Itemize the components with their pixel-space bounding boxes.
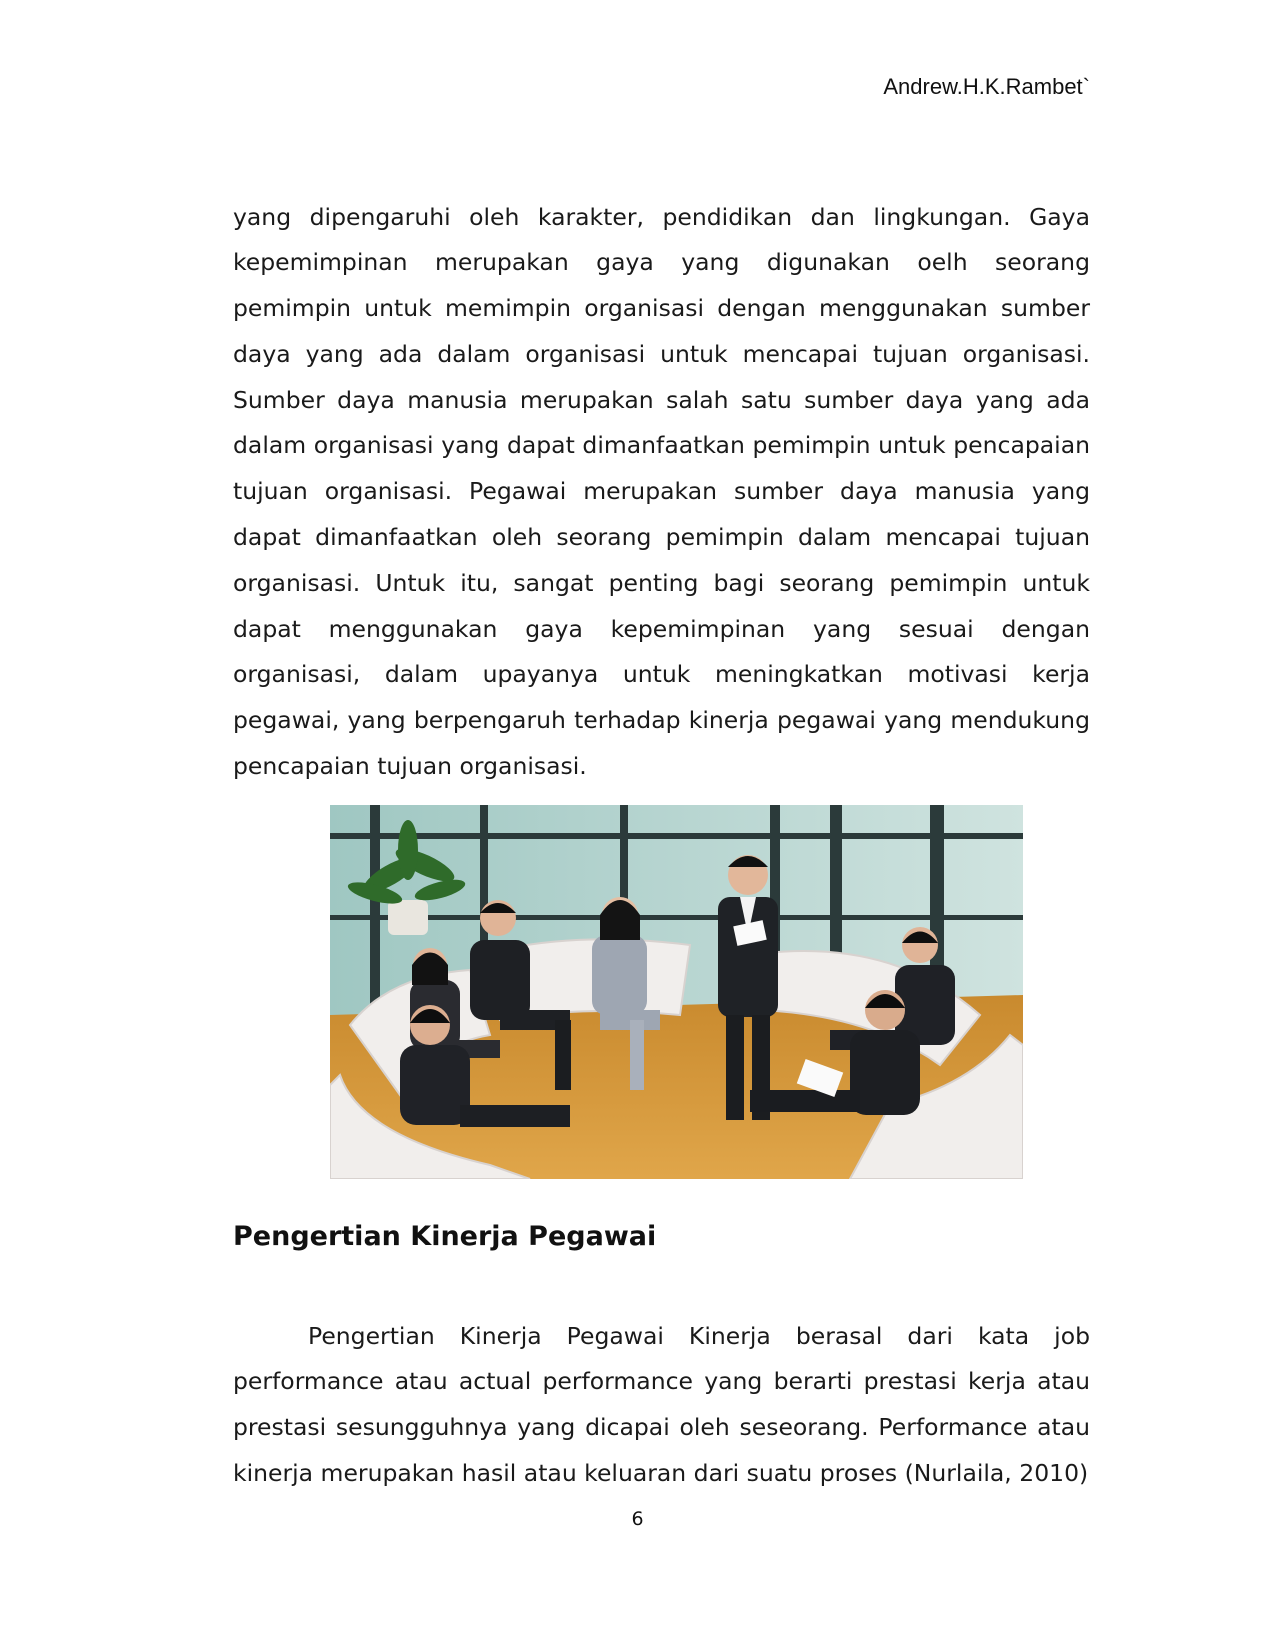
body-paragraph-2: Pengertian Kinerja Pegawai Kinerja berasal dari kata job performance atau actual performance yang berarti prestasi kerja atau prestasi sesungguhnya yang dicapai oleh seseorang. Performance atau kinerja merupakan hasil atau keluaran dari suatu proses (Nurlaila, 2010) [233,1321,1090,1487]
running-header-author: Andrew.H.K.Rambet` [883,74,1090,99]
body-paragraph-1: yang dipengaruhi oleh karakter, pendidikan dan lingkungan. Gaya kepemimpinan merupakan gaya yang digunakan oelh seorang pemimpin untuk memimpin organisasi dengan menggunakan sumber daya yang ada dalam organisasi untuk mencapai tujuan organisasi. Sumber daya manusia merupakan salah satu sumber daya yang ada dalam organisasi yang dapat dimanfaatkan pemimpin untuk pencapaian tujuan organisasi. Pegawai merupakan sumber daya manusia yang dapat dimanfaatkan oleh seorang pemimpin dalam mencapai tujuan organisasi. Untuk itu, sangat penting bagi seorang pemimpin untuk dapat menggunakan gaya kepemimpinan yang sesuai dengan organisasi, dalam upayanya untuk meningkatkan motivasi kerja pegawai, yang berpengaruh terhadap kinerja pegawai yang mendukung pencapaian tujuan organisasi. [233,202,1090,781]
page-number: 6 [631,1508,644,1530]
meeting-photo [330,805,1023,1179]
section-heading: Pengertian Kinerja Pegawai [233,1221,657,1252]
